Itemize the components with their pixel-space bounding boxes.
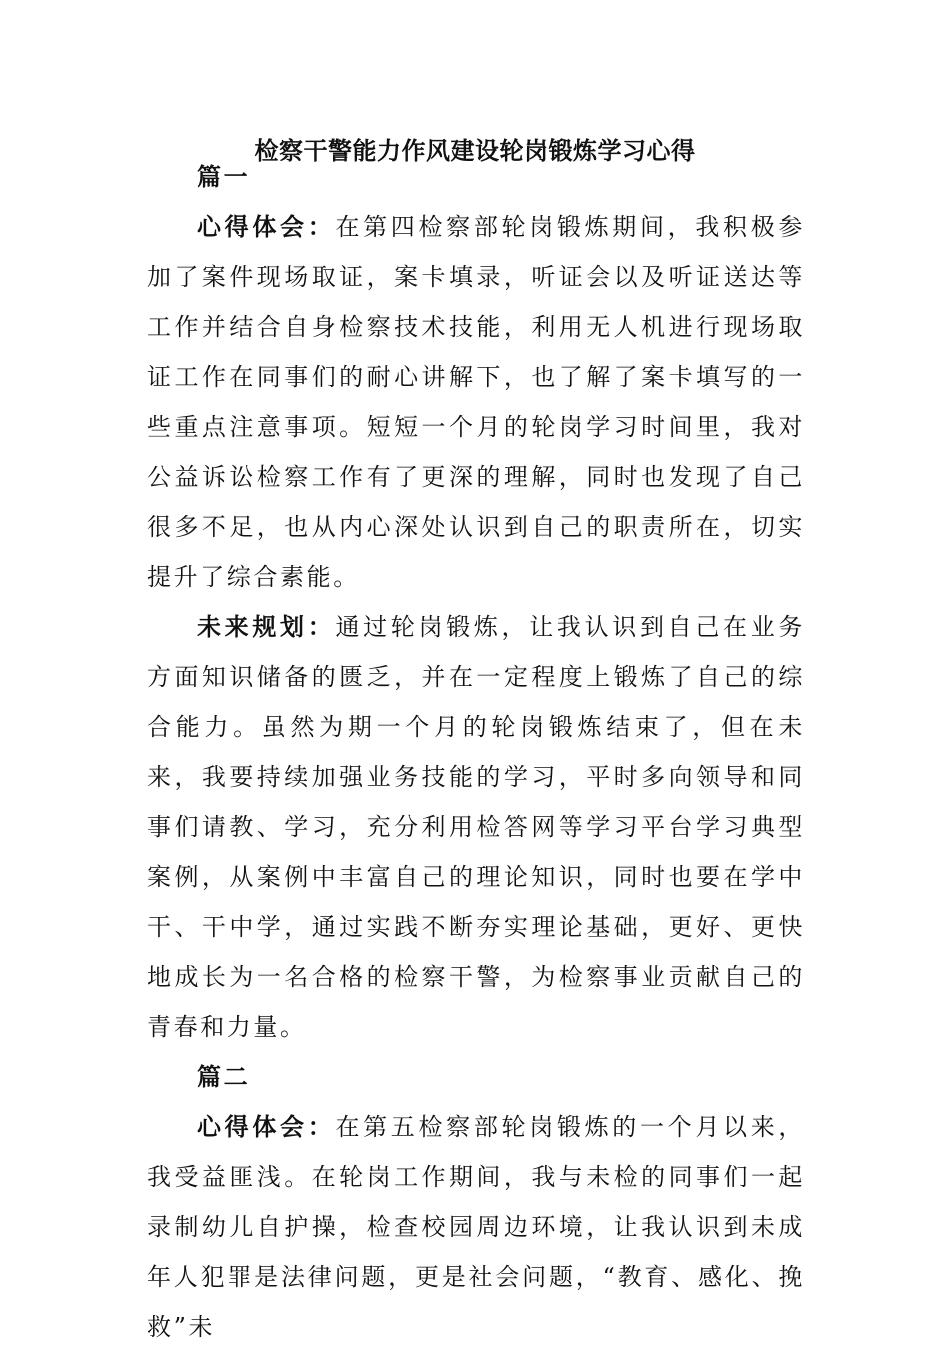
document-body: [147, 152, 805, 1352]
section1-paragraph-2: [147, 602, 805, 1052]
section1-paragraph-1: [147, 202, 805, 602]
section2-paragraph-1-text: 在第五检察部轮岗锻炼的一个月以来，我受益匪浅。在轮岗工作期间，我与未检的同事们一起录制幼儿自护操，检查校园周边环境，让我认识到未成年人犯罪是法律问题，更是社会问题，“教育、感化、挽救”未: [147, 1113, 806, 1341]
section2-paragraph-1-lead: 心得体会：: [197, 1113, 336, 1141]
section2-paragraph-1: [147, 1102, 805, 1352]
section-heading-2: [147, 1052, 805, 1102]
section1-paragraph-2-text: 通过轮岗锻炼，让我认识到自己在业务方面知识储备的匮乏，并在一定程度上锻炼了自己的综合能力。虽然为期一个月的轮岗锻炼结束了，但在未来，我要持续加强业务技能的学习，平时多向领导和同事们请教、学习，充分利用检答网等学习平台学习典型案例，从案例中丰富自己的理论知识，同时也要在学中干、干中学，通过实践不断夯实理论基础，更好、更快地成长为一名合格的检察干警，为检察事业贡献自己的青春和力量。: [147, 613, 806, 1041]
section-heading-1: [147, 152, 805, 202]
section1-paragraph-1-lead: 心得体会：: [197, 213, 336, 241]
section1-paragraph-1-text: 在第四检察部轮岗锻炼期间，我积极参加了案件现场取证，案卡填录，听证会以及听证送达等工作并结合自身检察技术技能，利用无人机进行现场取证工作在同事们的耐心讲解下，也了解了案卡填写的一些重点注意事项。短短一个月的轮岗学习时间里，我对公益诉讼检察工作有了更深的理解，同时也发现了自己很多不足，也从内心深处认识到自己的职责所在，切实提升了综合素能。: [147, 213, 806, 591]
section-heading-2-text: 篇二: [197, 1063, 251, 1091]
section1-paragraph-2-lead: 未来规划：: [197, 613, 336, 641]
document-title: 检察干警能力作风建设轮岗锻炼学习心得: [254, 137, 696, 165]
section-heading-1-text: 篇一: [197, 163, 251, 191]
